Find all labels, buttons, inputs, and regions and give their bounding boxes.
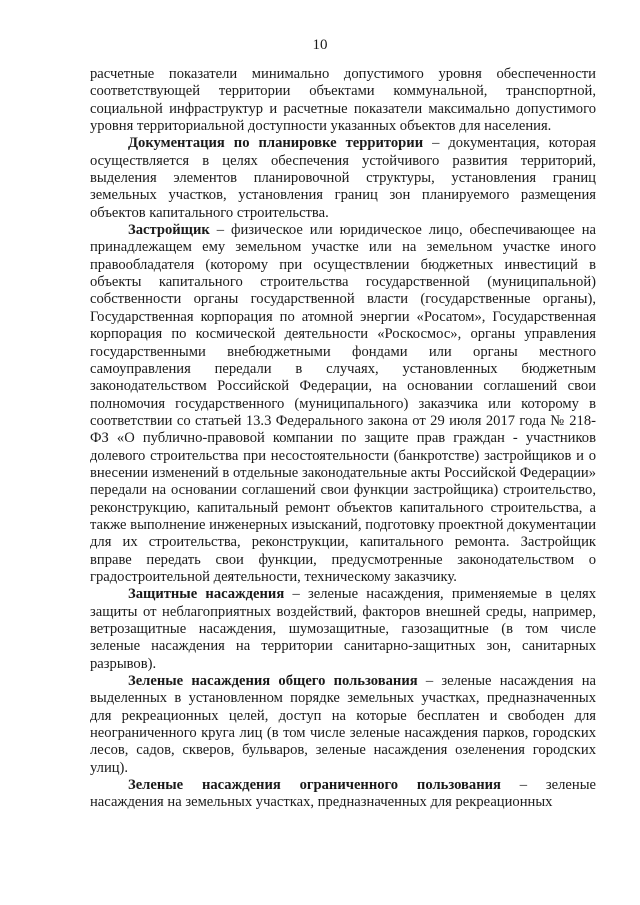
document-body <box>90 66 596 812</box>
paragraph-restricted-green-spaces <box>90 777 596 812</box>
term-public-green-spaces: Зеленые насаждения общего пользования <box>128 673 418 690</box>
paragraph-text: – зеленые насаждения на земельных участках, предназначенных для рекреационных <box>90 777 596 811</box>
paragraph-text: расчетные показатели минимально допустимого уровня обеспеченности соответствующей территории объектами коммунальной, транспортной, социальной инфраструктур и расчетные показатели максимально допустимого уровня территориальной доступности указанных объектов для населения. <box>90 66 596 135</box>
term-planning-documentation: Документация по планировке территории <box>128 135 424 152</box>
term-restricted-green-spaces: Зеленые насаждения ограниченного пользования <box>128 777 501 794</box>
paragraph-public-green-spaces <box>90 673 596 777</box>
paragraph-planning-documentation <box>90 135 596 222</box>
paragraph-text: – зеленые насаждения на выделенных в установленном порядке земельных участках, предназначенных для рекреационных целей, доступ на которые бесплатен и свободен для неограниченного круга лиц (в том числе зеленые насаждения парков, городских лесов, садов, скверов, бульваров, зеленые насаждения озеленения городских улиц). <box>90 673 596 776</box>
page-number: 10 <box>312 37 328 53</box>
paragraph-text: – документация, которая осуществляется в целях обеспечения устойчивого развития территорий, выделения элементов планировочной структуры, установления границ земельных участков, установления границ зон планируемого размещения объектов капитального строительства. <box>90 135 596 221</box>
paragraph-text: – физическое или юридическое лицо, обеспечивающее на принадлежащем ему земельном участке или на земельном участке иного правообладателя (которому при осуществлении бюджетных инвестиций в объекты капитального строительства государственной (муниципальной) собственности органы государственной власти (государственные органы), Государственная корпорация по атомной энергии «Росатом», Государственная корпорация по космической деятельности «Роскосмос», органы управления государственными внебюджетными фондами или органы местного самоуправления передали в случаях, установленных бюджетным законодательством Российской Федерации, на основании соглашений свои полномочия государственного (муниципального) заказчика или которому в соответствии со статьей 13.3 Федерального закона от 29 июля 2017 года № 218-ФЗ «О публично-правовой компании по защите прав граждан - участников долевого строительства при несостоятельности (банкротстве) застройщиков и о внесении изменений в отдельные законодательные акты Российской Федерации» передали на основании соглашений свои функции застройщика) строительство, реконструкцию, капитальный ремонт объектов капитального строительства, а также выполнение инженерных изысканий, подготовку проектной документации для их строительства, реконструкции, капитального ремонта. Застройщик вправе передать свои функции, предусмотренные законодательством о градостроительной деятельности, техническому заказчику. <box>90 222 596 585</box>
paragraph-continuation <box>90 66 596 135</box>
term-developer: Застройщик <box>128 222 210 239</box>
term-protective-plantings: Защитные насаждения <box>128 586 285 603</box>
paragraph-protective-plantings <box>90 586 596 673</box>
paragraph-text: – зеленые насаждения, применяемые в целях защиты от неблагоприятных воздействий, факторов внешней среды, например, ветрозащитные насаждения, шумозащитные, газозащитные (в том числе зеленые насаждения на территории санитарно-защитных зон, санитарных разрывов). <box>90 586 596 672</box>
paragraph-developer <box>90 222 596 586</box>
